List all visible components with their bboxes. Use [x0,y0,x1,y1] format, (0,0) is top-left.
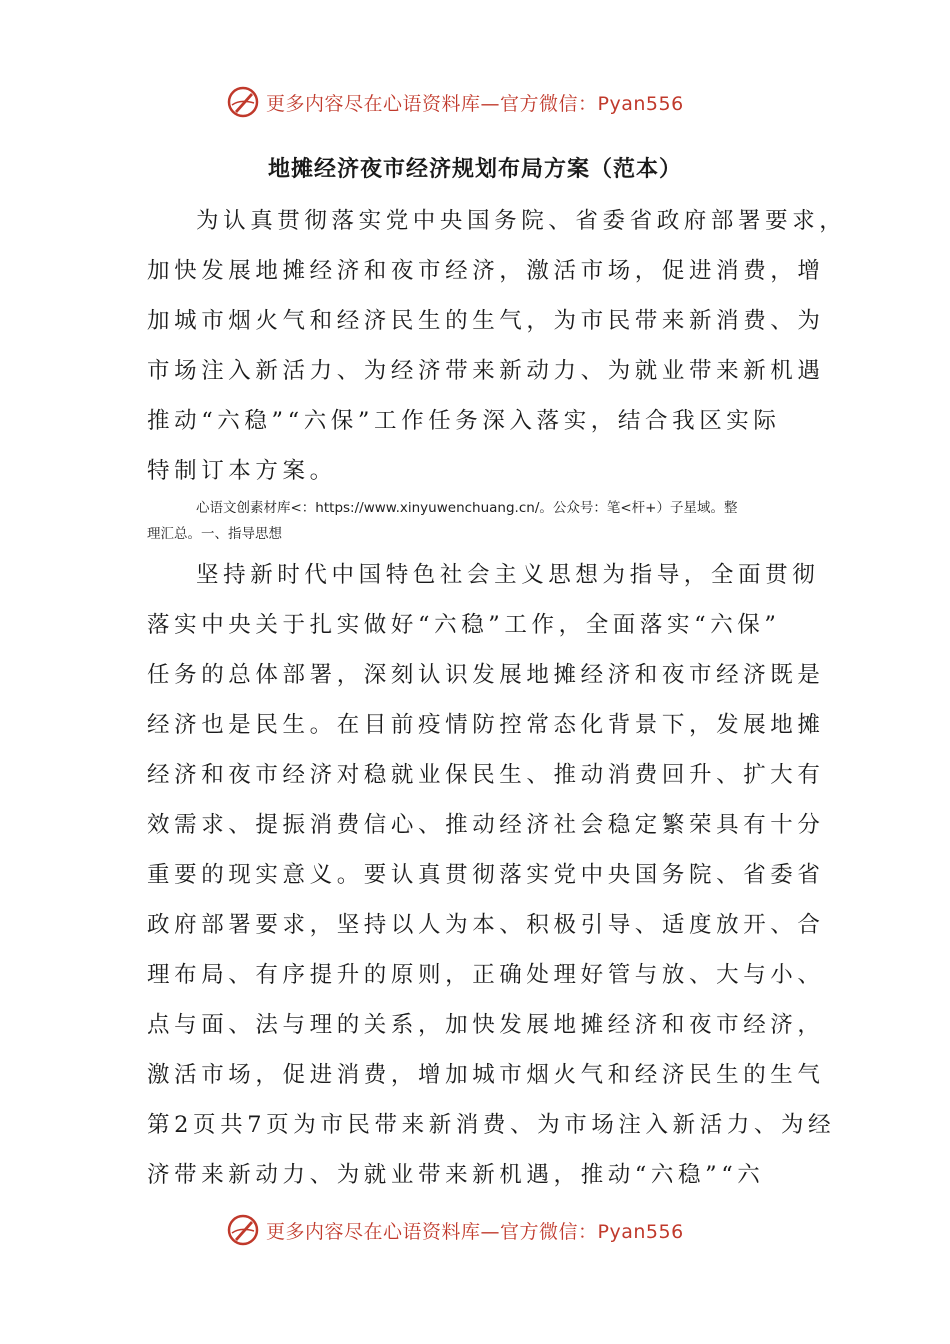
paragraph-line: 经济也是民生。在目前疫情防控常态化背景下，发展地摊 [147,712,825,738]
paragraph-line: 激活市场，促进消费，增加城市烟火气和经济民生的生气 [147,1062,825,1088]
paragraph-line: 落实中央关于扎实做好“六稳”工作，全面落实“六保” [147,612,781,638]
paragraph-line: 济带来新动力、为就业带来新机遇，推动“六稳”“六 [147,1162,765,1188]
paragraph-line: 第2页共7页为市民带来新消费、为市场注入新活力、为经 [147,1112,836,1138]
source-note: 心语文创素材库<：https://www.xinyuwenchuang.cn/。公众号：笔<杆+）子星域。整 [196,500,738,516]
paragraph-line: 为认真贯彻落实党中央国务院、省委省政府部署要求， [196,208,847,234]
paragraph-line: 理布局、有序提升的原则，正确处理好管与放、大与小、 [147,962,825,988]
paragraph-line: 点与面、法与理的关系，加快发展地摊经济和夜市经济， [147,1012,825,1038]
paragraph-line: 加快发展地摊经济和夜市经济，激活市场，促进消费，增 [147,258,825,284]
document-title: 地摊经济夜市经济规划布局方案（范本） [267,157,682,182]
pen-logo-icon [226,1213,260,1247]
paragraph-line: 市场注入新活力、为经济带来新动力、为就业带来新机遇 [147,358,825,384]
source-note: 理汇总。一、指导思想 [147,526,282,542]
paragraph-line: 坚持新时代中国特色社会主义思想为指导，全面贯彻 [196,562,820,588]
paragraph-line: 加城市烟火气和经济民生的生气，为市民带来新消费、为 [147,308,825,334]
footer-banner [226,1210,684,1250]
paragraph-line: 重要的现实意义。要认真贯彻落实党中央国务院、省委省 [147,862,825,888]
paragraph-line: 特制订本方案。 [147,458,337,484]
banner-text: 更多内容尽在心语资料库—官方微信：Pyan556 [266,1220,684,1243]
pen-logo-icon [226,85,260,119]
paragraph-line: 任务的总体部署，深刻认识发展地摊经济和夜市经济既是 [147,662,825,688]
header-banner [226,82,684,122]
paragraph-line: 政府部署要求，坚持以人为本、积极引导、适度放开、合 [147,912,825,938]
paragraph-line: 经济和夜市经济对稳就业保民生、推动消费回升、扩大有 [147,762,825,788]
paragraph-line: 效需求、提振消费信心、推动经济社会稳定繁荣具有十分 [147,812,825,838]
paragraph-line: 推动“六稳”“六保”工作任务深入落实，结合我区实际 [147,408,781,434]
banner-text: 更多内容尽在心语资料库—官方微信：Pyan556 [266,92,684,115]
